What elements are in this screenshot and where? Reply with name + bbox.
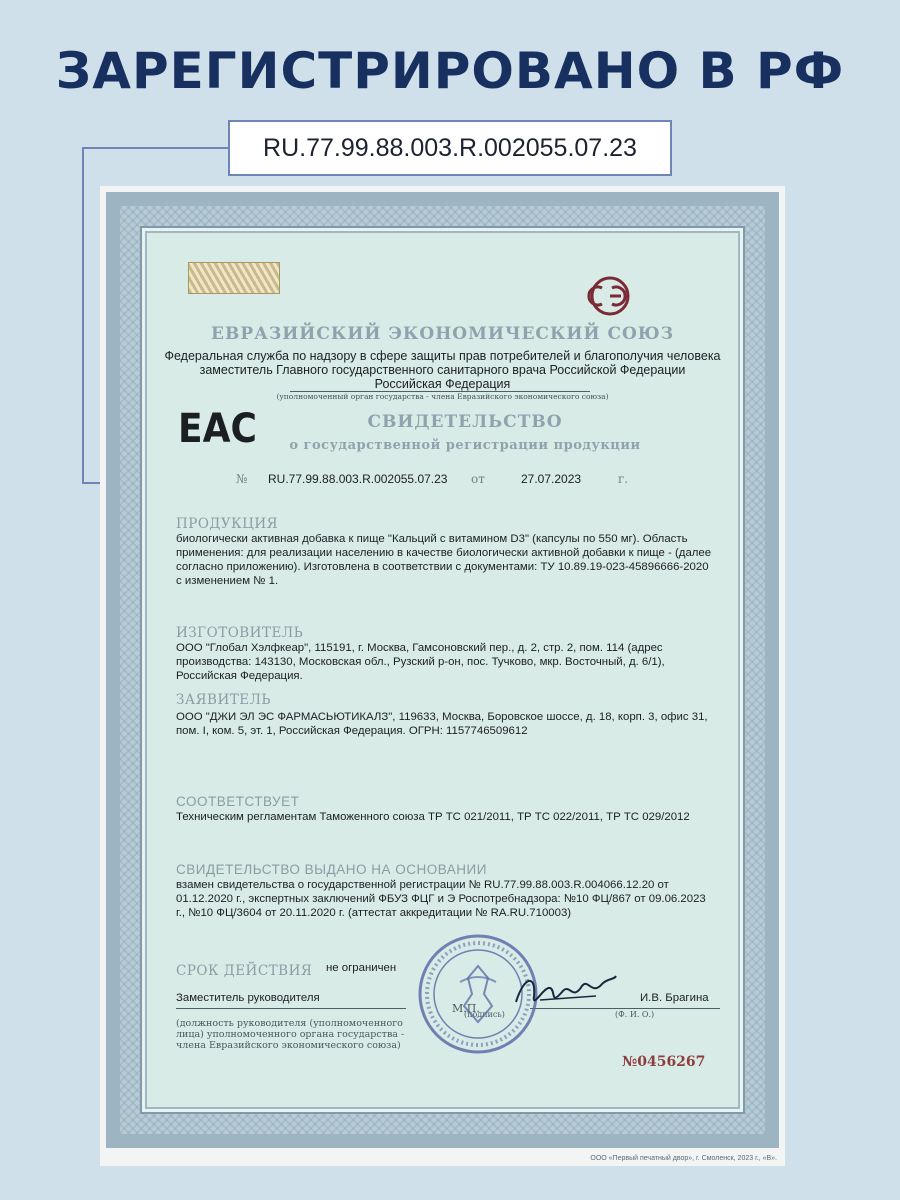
applicant-heading: ЗАЯВИТЕЛЬ bbox=[176, 692, 271, 708]
basis-heading: СВИДЕТЕЛЬСТВО ВЫДАНО НА ОСНОВАНИИ bbox=[176, 862, 487, 877]
number-label: № bbox=[236, 472, 248, 486]
callout-connector bbox=[82, 147, 84, 484]
authority-line: Федеральная служба по надзору в сфере защиты прав потребителей и благополучия человека bbox=[164, 349, 721, 363]
validity-value: не ограничен bbox=[326, 962, 397, 974]
divider bbox=[176, 1008, 406, 1009]
conforms-heading: СООТВЕТСТВУЕТ bbox=[176, 794, 300, 809]
signatory-role: Заместитель руководителя bbox=[176, 992, 320, 1004]
signatory-name: И.В. Брагина bbox=[640, 992, 709, 1004]
product-heading: ПРОДУКЦИЯ bbox=[176, 516, 279, 532]
certificate-title: СВИДЕТЕЛЬСТВО bbox=[367, 412, 563, 432]
callout-connector bbox=[82, 147, 228, 149]
manufacturer-heading: ИЗГОТОВИТЕЛЬ bbox=[176, 625, 304, 641]
certificate-subtitle: о государственной регистрации продукции bbox=[289, 438, 641, 453]
stamp-place-label: М.П. bbox=[452, 1002, 480, 1015]
year-suffix: г. bbox=[618, 472, 629, 486]
issuing-authority bbox=[160, 349, 725, 391]
authority-line: Российская Федерация bbox=[374, 377, 511, 391]
applicant-text: ООО "ДЖИ ЭЛ ЭС ФАРМАСЬЮТИКАЛЗ", 119633, Москва, Боровское шоссе, д. 18, корп. 3, офис 31, пом. I, ком. 5, эт. 1, Российская Федерация. ОГРН: 1157746509612 bbox=[176, 711, 708, 737]
position-caption: (должность руководителя (уполномоченного лица) уполномоченного органа государства - члена Евразийского экономического союза) bbox=[176, 1018, 405, 1051]
name-caption: (Ф. И. О.) bbox=[615, 1010, 655, 1019]
product-text: биологически активная добавка к пище "Кальций с витамином D3" (капсулы по 550 мг). Область применения: для реализации населению в качестве биологически активной добавки к пище - (далее согласно приложению). Изготовлена в соответствии с документами: ТУ 10.89.19-023-45896666-2020 с изменением № 1. bbox=[176, 533, 712, 587]
manufacturer-text: ООО "Глобал Хэлфкеар", 115191, г. Москва, Гамсоновский пер., д. 2, стр. 2, пом. 114 (адрес производства: 143130, Московская обл., Рузский р-он, пос. Тучково, мкр. Восточный, д. 6/1), Российская Федерация. bbox=[176, 642, 665, 682]
form-serial-number: №0456267 bbox=[622, 1054, 706, 1070]
issue-date: 27.07.2023 bbox=[521, 472, 582, 486]
hologram-sticker bbox=[188, 262, 280, 294]
page-headline: ЗАРЕГИСТРИРОВАНО В РФ bbox=[55, 42, 845, 100]
conforms-text: Техническим регламентам Таможенного союза ТР ТС 021/2011, ТР ТС 022/2011, ТР ТС 029/2012 bbox=[176, 811, 690, 823]
eurasian-union-logo-icon bbox=[580, 276, 640, 316]
certificate bbox=[100, 186, 785, 1166]
basis-text: взамен свидетельства о государственной регистрации № RU.77.99.88.003.R.004066.12.20 от 01.12.2020 г., экспертных заключений ФБУЗ ФЦГ и Э Роспотребнадзора: №10 ФЦ/867 от 09.06.2023 г., №10 ФЦ/3604 от 20.11.2020 г. (аттестат аккредитации № RA.RU.710003) bbox=[176, 879, 706, 919]
printer-imprint: ООО «Первый печатный двор», г. Смоленск, 2023 г., «В». bbox=[590, 1155, 777, 1162]
authority-line: заместитель Главного государственного санитарного врача Российской Федерации bbox=[199, 363, 686, 377]
handwritten-signature-icon bbox=[510, 966, 620, 1016]
authority-caption: (уполномоченный орган государства - члена Евразийского экономического союза) bbox=[276, 392, 609, 401]
certificate-number: RU.77.99.88.003.R.002055.07.23 bbox=[268, 472, 448, 486]
eac-mark-text: EAC bbox=[178, 406, 257, 452]
signature-caption: (подпись) bbox=[464, 1010, 505, 1019]
eac-mark-icon bbox=[176, 400, 257, 452]
date-label: от bbox=[471, 472, 485, 486]
validity-heading: СРОК ДЕЙСТВИЯ bbox=[176, 963, 313, 979]
union-heading: ЕВРАЗИЙСКИЙ ЭКОНОМИЧЕСКИЙ СОЮЗ bbox=[211, 324, 674, 344]
registration-number-callout: RU.77.99.88.003.R.002055.07.23 bbox=[228, 120, 672, 176]
